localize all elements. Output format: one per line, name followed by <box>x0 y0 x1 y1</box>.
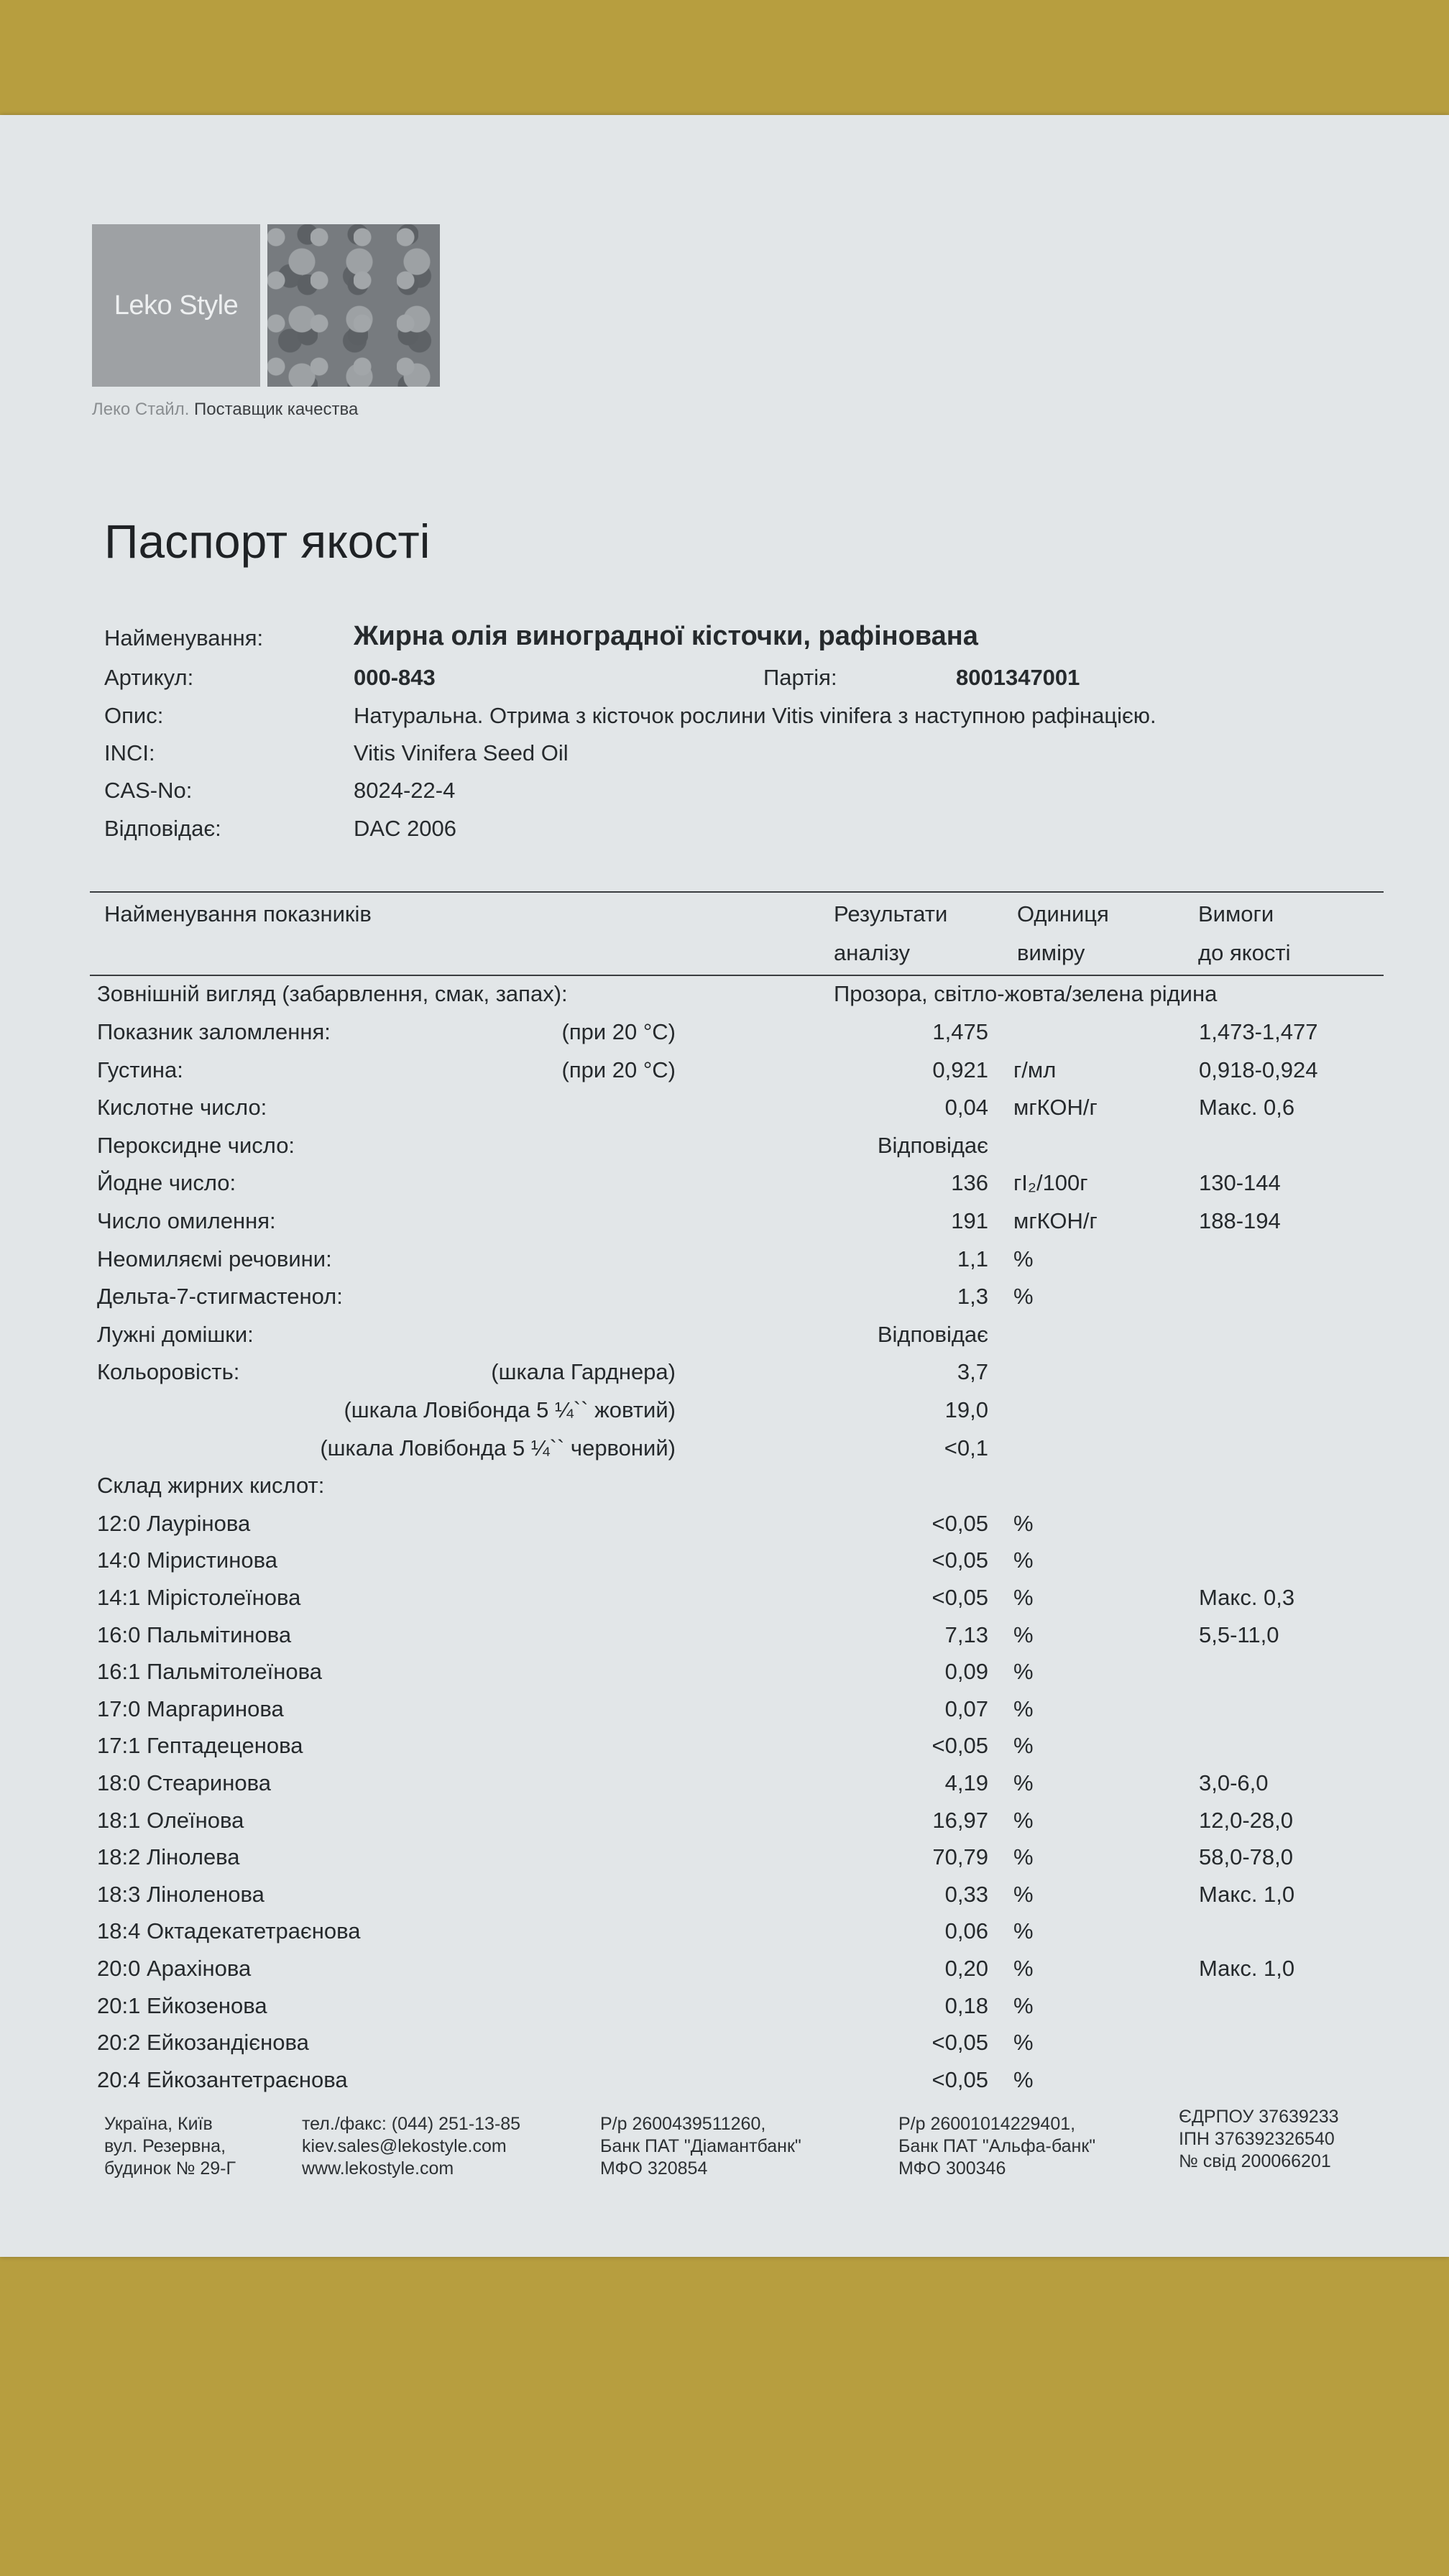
row-unit: % <box>1013 1585 1034 1610</box>
quality-passport-sheet <box>0 115 1449 2257</box>
row-result: <0,05 <box>932 2030 988 2056</box>
row-name: 17:1 Гептадеценова <box>97 1733 303 1759</box>
footer-ids: ЄДРПОУ 37639233 ІПН 376392326540 № свід 200066201 <box>1179 2107 1339 2171</box>
row-result: 70,79 <box>932 1844 988 1870</box>
row-name: Йодне число: <box>97 1170 236 1196</box>
row-result: 1,3 <box>957 1284 988 1310</box>
logo-text: Leko Style <box>114 290 239 321</box>
row-result: 16,97 <box>932 1807 988 1833</box>
row-result: 191 <box>951 1208 988 1233</box>
row-name: 18:3 Ліноленова <box>97 1881 264 1907</box>
row-result: 0,07 <box>944 1696 988 1721</box>
row-name: 18:4 Октадекатетраєнова <box>97 1918 361 1944</box>
row-name: Кольоровість: <box>97 1359 240 1385</box>
row-name: Неомиляємі речовини: <box>97 1246 332 1271</box>
row-condition: (шкала Ловібонда 5 ¼`` червоний) <box>320 1435 676 1460</box>
row-requirement: 5,5-11,0 <box>1199 1622 1279 1647</box>
logo-tagline-rest: Поставщик качества <box>194 400 359 419</box>
row-unit: % <box>1013 1659 1034 1685</box>
row-requirement: 12,0-28,0 <box>1199 1807 1293 1833</box>
article-value: 000-843 <box>354 665 436 690</box>
row-name: 18:2 Лінолева <box>97 1844 240 1870</box>
row-name: 20:0 Арахінова <box>97 1956 252 1981</box>
col-header-req-2: до якості <box>1198 940 1291 965</box>
row-result: <0,05 <box>932 1585 988 1610</box>
row-unit: % <box>1013 1807 1034 1833</box>
row-unit: мгКОН/г <box>1013 1095 1098 1121</box>
col-header-unit <box>1017 895 1109 972</box>
row-name: 14:0 Міристинова <box>97 1547 277 1573</box>
logo-pattern <box>267 224 440 387</box>
row-unit: % <box>1013 1733 1034 1759</box>
row-name: 14:1 Мірістолеїнова <box>97 1585 301 1610</box>
row-unit: % <box>1013 2066 1034 2092</box>
row-name: 18:0 Стеаринова <box>97 1770 271 1795</box>
footer-bank2: Р/р 26001014229401, Банк ПАТ "Альфа-банк" МФО 300346 <box>898 2114 1096 2179</box>
header-rule-bottom <box>90 975 1384 976</box>
row-name: 16:1 Пальмітолеїнова <box>97 1659 322 1685</box>
row-unit: % <box>1013 1918 1034 1944</box>
col-header-result <box>834 895 947 972</box>
footer-contacts: тел./факс: (044) 251-13-85 kiev.sales@lekostyle.com www.lekostyle.com <box>302 2114 521 2179</box>
col-header-req <box>1198 895 1290 972</box>
footer-bank1: Р/р 2600439511260, Банк ПАТ "Діамантбанк" МФО 320854 <box>600 2114 801 2179</box>
desc-value: Натуральна. Отрима з кісточок рослини Vitis vinifera з наступною рафінацією. <box>354 703 1156 728</box>
page-title: Паспорт якості <box>104 515 431 568</box>
row-unit: % <box>1013 1246 1034 1271</box>
row-result: <0,05 <box>932 1510 988 1536</box>
row-requirement: 58,0-78,0 <box>1199 1844 1293 1870</box>
row-unit: % <box>1013 1547 1034 1573</box>
row-unit: % <box>1013 1956 1034 1981</box>
product-name: Жирна олія виноградної кісточки, рафінована <box>354 621 978 651</box>
row-result: 0,06 <box>944 1918 988 1944</box>
row-name: Пероксидне число: <box>97 1132 295 1158</box>
row-requirement: 130-144 <box>1199 1170 1281 1196</box>
row-result: 3,7 <box>957 1359 988 1385</box>
row-name: Число омилення: <box>97 1208 276 1233</box>
batch-value: 8001347001 <box>956 665 1080 690</box>
row-name: Густина: <box>97 1057 183 1082</box>
row-unit: % <box>1013 1284 1034 1310</box>
inci-label: INCI: <box>104 740 155 765</box>
cas-label: CAS-No: <box>104 778 193 803</box>
row-unit: мгКОН/г <box>1013 1208 1098 1233</box>
col-header-result-1: Результати <box>834 901 948 926</box>
row-result: 136 <box>951 1170 988 1196</box>
row-result: <0,05 <box>932 1547 988 1573</box>
col-header-req-1: Вимоги <box>1198 901 1274 926</box>
row-requirement: Макс. 1,0 <box>1199 1881 1295 1907</box>
row-name: 18:1 Олеїнова <box>97 1807 244 1833</box>
name-label: Найменування: <box>104 625 264 650</box>
row-requirement: 3,0-6,0 <box>1199 1770 1269 1795</box>
row-name: 16:0 Пальмітинова <box>97 1622 292 1647</box>
header-rule-top <box>90 891 1384 893</box>
logo <box>92 224 260 387</box>
row-condition: (шкала Гарднера) <box>491 1359 676 1385</box>
row-requirement: 1,473-1,477 <box>1199 1019 1318 1044</box>
row-unit: % <box>1013 1696 1034 1721</box>
row-unit: гІ₂/100г <box>1013 1170 1088 1196</box>
row-name: 12:0 Лаурінова <box>97 1510 251 1536</box>
row-unit: % <box>1013 1770 1034 1795</box>
row-name: 20:1 Ейкозенова <box>97 1992 267 2018</box>
row-condition: (при 20 °С) <box>561 1019 676 1044</box>
row-result: <0,1 <box>944 1435 988 1460</box>
appearance-label: Зовнішній вигляд (забарвлення, смак, запах): <box>97 981 568 1006</box>
col-header-unit-1: Одиниця <box>1017 901 1109 926</box>
row-requirement: Макс. 0,6 <box>1199 1095 1295 1121</box>
appearance-value: Прозора, світло-жовта/зелена рідина <box>834 981 1218 1006</box>
row-result: 0,09 <box>944 1659 988 1685</box>
row-result: 0,18 <box>944 1992 988 2018</box>
row-requirement: 0,918-0,924 <box>1199 1057 1318 1082</box>
row-unit: % <box>1013 1844 1034 1870</box>
col-header-name: Найменування показників <box>104 901 372 926</box>
logo-tagline <box>92 400 358 420</box>
row-result: 7,13 <box>944 1622 988 1647</box>
row-condition: (шкала Ловібонда 5 ¼`` жовтий) <box>344 1397 676 1422</box>
cas-value: 8024-22-4 <box>354 778 456 803</box>
row-result: 4,19 <box>944 1770 988 1795</box>
row-unit: % <box>1013 1622 1034 1647</box>
logo-tagline-brand: Леко Стайл. <box>92 400 190 419</box>
row-name: 17:0 Маргаринова <box>97 1696 284 1721</box>
row-unit: % <box>1013 1992 1034 2018</box>
desc-label: Опис: <box>104 703 164 728</box>
row-result: Відповідає <box>877 1132 988 1158</box>
row-name: 20:4 Ейкозантетраєнова <box>97 2066 348 2092</box>
row-name: Дельта-7-стигмастенол: <box>97 1284 343 1310</box>
row-unit: % <box>1013 1510 1034 1536</box>
inci-value: Vitis Vinifera Seed Oil <box>354 740 569 765</box>
row-result: 1,1 <box>957 1246 988 1271</box>
batch-label: Партія: <box>763 665 837 690</box>
row-result: 0,921 <box>932 1057 988 1082</box>
row-requirement: Макс. 0,3 <box>1199 1585 1295 1610</box>
col-header-result-2: аналізу <box>834 940 910 965</box>
row-unit: % <box>1013 1881 1034 1907</box>
row-name: Лужні домішки: <box>97 1321 254 1347</box>
row-result: 19,0 <box>944 1397 988 1422</box>
col-header-unit-2: виміру <box>1017 940 1085 965</box>
row-condition: (при 20 °С) <box>561 1057 676 1082</box>
conforms-label: Відповідає: <box>104 816 221 841</box>
article-label: Артикул: <box>104 665 194 690</box>
row-unit: г/мл <box>1013 1057 1057 1082</box>
conforms-value: DAC 2006 <box>354 816 457 841</box>
row-result: <0,05 <box>932 1733 988 1759</box>
row-result: <0,05 <box>932 2066 988 2092</box>
row-requirement: 188-194 <box>1199 1208 1281 1233</box>
row-name: Кислотне число: <box>97 1095 267 1121</box>
row-result: 0,04 <box>944 1095 988 1121</box>
row-requirement: Макс. 1,0 <box>1199 1956 1295 1981</box>
row-result: 0,33 <box>944 1881 988 1907</box>
footer-address: Україна, Київ вул. Резервна, будинок № 29-Г <box>104 2114 236 2179</box>
row-name: 20:2 Ейкозандієнова <box>97 2030 309 2056</box>
row-unit: % <box>1013 2030 1034 2056</box>
fatty-acids-label: Склад жирних кислот: <box>97 1473 325 1499</box>
row-result: Відповідає <box>877 1321 988 1347</box>
row-name: Показник заломлення: <box>97 1019 331 1044</box>
row-result: 0,20 <box>944 1956 988 1981</box>
row-result: 1,475 <box>932 1019 988 1044</box>
